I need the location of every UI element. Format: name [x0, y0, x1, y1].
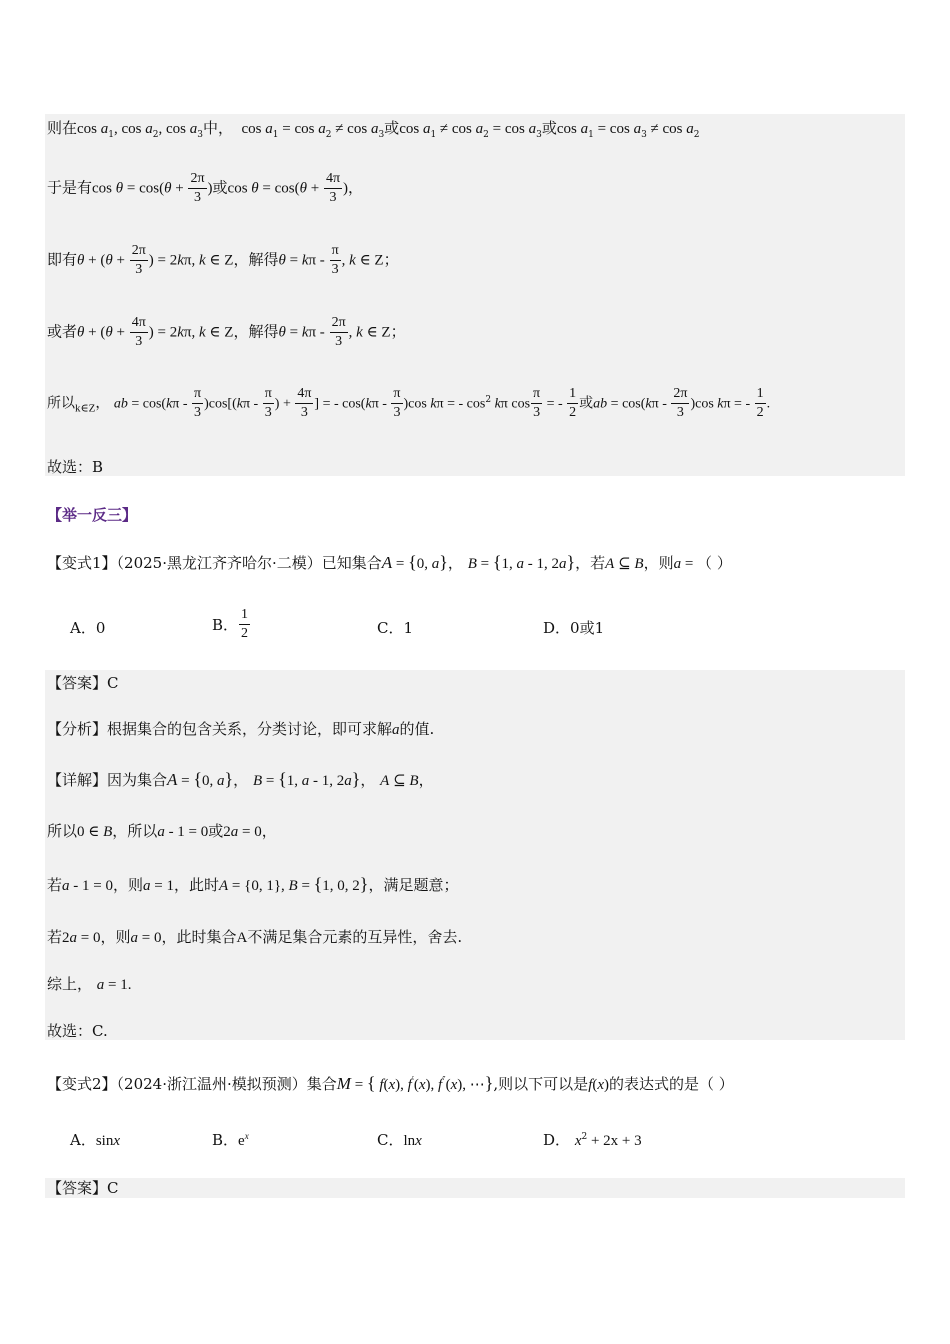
variant2-answer: 【答案】C: [47, 1179, 119, 1197]
solution-line-5: 所以$_{k\in Z}$， ab = cos(kπ - $\frac{\pi}{3}$ )cos[(kπ - $\frac{\pi}{3}$ ) + $\frac{4\pi}{3}$ ] = - cos(kπ - $\frac{\pi}{3}$ )cos kπ = - $\cos^2 k\pi$ cos $\frac{\pi}{3}$ = - $\frac{1}{2}$ 或ab = cos(kπ - $\frac{2\pi}{3}$ )cos kπ = - $\frac{1}{2}$ .: [47, 386, 771, 420]
variant1-detail-line-b: 若a - 1 = 0，则a = 1，此时A = {0, 1}, B = {1, 0, 2}，满足题意；: [47, 874, 459, 894]
variant1-option-b[interactable]: B． $\frac{1}{2}$: [212, 607, 249, 641]
section-heading: 【举一反三】: [47, 506, 138, 524]
variant2-option-b[interactable]: B．$e^x$: [212, 1131, 249, 1149]
variant1-detail: 【详解】因为集合A = {0, a}， B = {1, a - 1, 2a}， A ⊆ B，: [47, 769, 434, 789]
variant1-question: 【变式1】（2025·黑龙江齐齐哈尔·二模）已知集合A = {0, a}， B = {1, a - 1, 2a}，若A ⊆ B，则a = （ ）: [47, 552, 732, 572]
variant1-analysis: 【分析】根据集合的包含关系，分类讨论，即可求解a的值.: [47, 720, 435, 738]
conclusion-2: 故选：C.: [47, 1022, 108, 1040]
solution-line-3: 即有θ + (θ + $\frac{2\pi}{3}$ ) = 2kπ, k ∈ Z，解得θ = kπ - $\frac{\pi}{3}$ , k ∈ Z；: [47, 243, 399, 277]
solution-line-4: 或者θ + (θ + $\frac{4\pi}{3}$ ) = 2kπ, k ∈ Z，解得θ = kπ - $\frac{2\pi}{3}$ , k ∈ Z；: [47, 315, 406, 349]
variant1-answer: 【答案】C: [47, 674, 119, 692]
variant2-question: 【变式2】（2024·浙江温州·模拟预测）集合M = { f(x), f′(x), f″(x), ⋯},则以下可以是f(x)的表达式的是（ ）: [47, 1073, 734, 1093]
variant1-detail-line-c: 若2a = 0，则a = 0，此时集合A不满足集合元素的互异性，舍去.: [47, 928, 463, 946]
variant2-option-c[interactable]: C．lnx: [377, 1131, 422, 1149]
variant1-option-d[interactable]: D．0或1: [543, 619, 605, 637]
solution-line-1: 则在$\cos a_1$, $\cos a_2$, $\cos a_3$中， $\cos a_1 = \cos a_2 \ne \cos a_3$或$\cos a_1 \ne \cos a_2 = \cos a_3$或$\cos a_1 = \cos a_3 \ne \cos a_2$: [47, 119, 700, 140]
variant2-option-a[interactable]: A．sinx: [70, 1131, 121, 1149]
variant1-detail-line-a: 所以0 ∈ B，所以a - 1 = 0或2a = 0，: [47, 822, 277, 840]
variant1-option-a[interactable]: A．0: [70, 619, 106, 637]
answer-panel-3: [45, 1178, 905, 1198]
variant1-option-c[interactable]: C．1: [377, 619, 414, 637]
variant2-option-d[interactable]: D． $x^2 + 2x + 3$: [543, 1131, 642, 1149]
solution-line-2: 于是有cos θ = cos(θ + $\frac{2\pi}{3}$ )或cos θ = cos(θ + $\frac{4\pi}{3}$ )，: [47, 171, 364, 205]
variant1-detail-line-d: 综上， a = 1.: [47, 975, 132, 993]
conclusion-1: 故选：B: [47, 458, 104, 476]
